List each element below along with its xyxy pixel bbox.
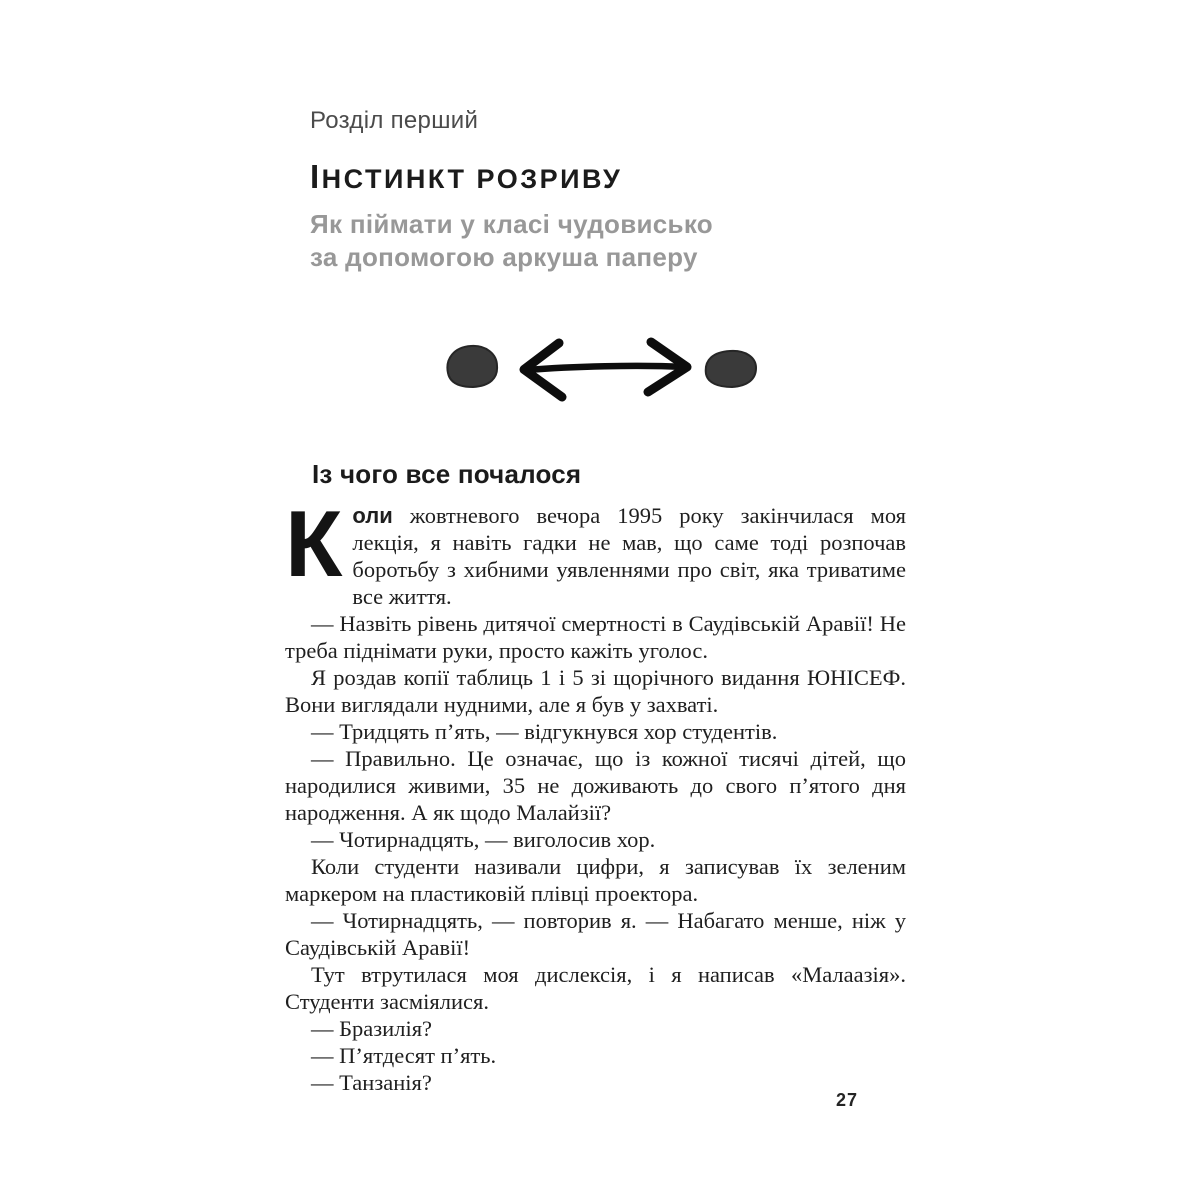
paragraph: — Бразилія?	[311, 1016, 433, 1041]
lead-word: оли	[352, 503, 393, 528]
chapter-subtitle-line-2: за допомогою аркуша паперу	[310, 242, 698, 272]
double-arrow-icon	[524, 342, 687, 397]
page-number: 27	[835, 1090, 859, 1110]
gap-illustration	[440, 331, 770, 409]
paragraph: — Правильно. Це означає, що із кожної тисячі дітей, що народилися живими, 35 не доживають до свого п’ятого дня народження. А як щодо Малайзії?	[285, 746, 906, 825]
opening-text: жовтневого вечора 1995 року закінчилася моя лекція, я навіть гадки не мав, що саме тоді розпочав боротьбу з хибними уявленнями про світ, яка триватиме все життя.	[352, 503, 906, 609]
paragraph-opening	[285, 491, 906, 610]
body-text	[285, 491, 906, 1096]
paragraph: — Чотирнадцять, — виголосив хор.	[311, 827, 656, 852]
paragraph: — П’ятдесят п’ять.	[311, 1043, 497, 1068]
section-heading: Із чого все почалося	[312, 459, 582, 489]
paragraph: Коли студенти називали цифри, я записував їх зеленим маркером на пластиковій плівці проектора.	[285, 854, 906, 906]
paragraph: Тут втрутилася моя дислексія, і я написав «Малаазія». Студенти засміялися.	[285, 962, 906, 1014]
chapter-title: ІНСТИНКТ РОЗРИВУ	[310, 158, 623, 195]
left-blob-shape	[447, 346, 497, 387]
chapter-subtitle	[310, 208, 713, 274]
right-blob-shape	[706, 351, 756, 387]
paragraph: — Назвіть рівень дитячої смертності в Саудівській Аравії! Не треба піднімати руки, просто кажіть уголос.	[285, 611, 906, 663]
paragraph: Я роздав копії таблиць 1 і 5 зі щорічного видання ЮНІСЕФ. Вони виглядали нудними, але я був у захваті.	[285, 665, 906, 717]
chapter-kicker: Розділ перший	[310, 107, 479, 134]
drop-cap: К	[285, 491, 343, 596]
paragraph: — Танзанія?	[311, 1070, 432, 1095]
paragraph: — Тридцять п’ять, — відгукнувся хор студентів.	[311, 719, 778, 744]
chapter-subtitle-line-1: Як піймати у класі чудовисько	[310, 209, 713, 239]
paragraph: — Чотирнадцять, — повторив я. — Набагато менше, ніж у Саудівській Аравії!	[285, 908, 906, 960]
